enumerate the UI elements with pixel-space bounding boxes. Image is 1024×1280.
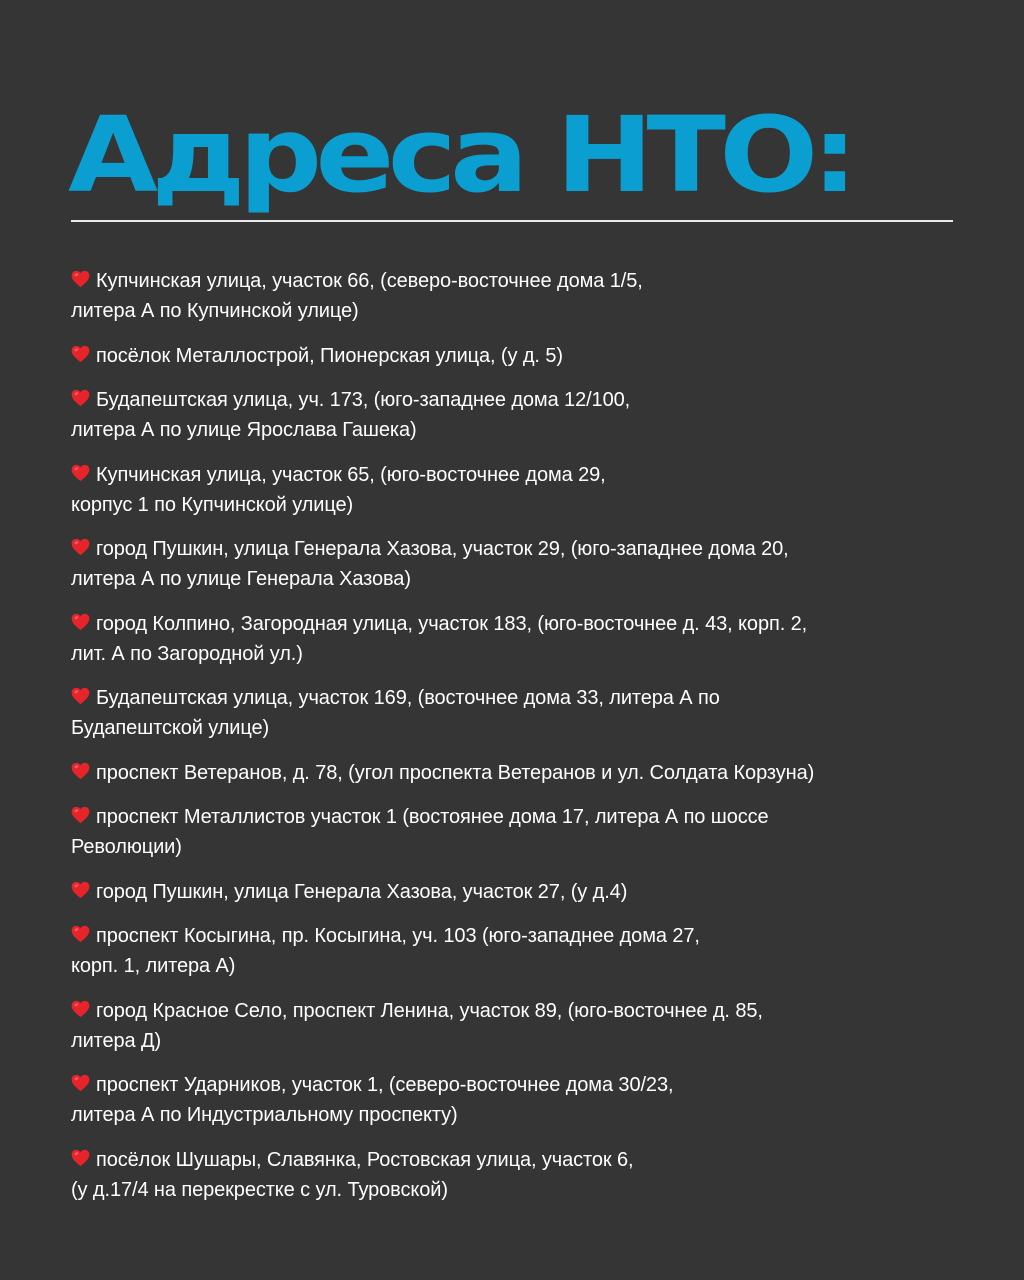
red-heart-icon	[71, 464, 90, 482]
address-item	[71, 534, 951, 594]
address-item	[71, 385, 951, 445]
address-text: посёлок Металлострой, Пионерская улица, (у д. 5)	[96, 344, 563, 367]
address-text: Будапештская улица, участок 169, (восточнее дома 33, литера А по Будапештской улице)	[71, 687, 720, 739]
address-text: город Пушкин, улица Генерала Хазова, участок 27, (у д.4)	[96, 880, 628, 903]
red-heart-icon	[71, 881, 90, 899]
address-item	[71, 921, 951, 981]
address-item	[71, 1145, 951, 1205]
address-text: Купчинская улица, участок 65, (юго-восточнее дома 29, корпус 1 по Купчинской улице)	[71, 463, 606, 516]
address-list	[71, 266, 951, 1219]
red-heart-icon	[71, 687, 90, 705]
address-item	[71, 609, 951, 669]
address-item	[71, 996, 951, 1056]
address-item	[71, 1070, 951, 1130]
address-text: проспект Металлистов участок 1 (востоянее дома 17, литера А по шоссе Революции)	[71, 806, 769, 858]
red-heart-icon	[71, 345, 90, 363]
red-heart-icon	[71, 270, 90, 288]
page-title: Адреса НТО:	[68, 94, 852, 216]
red-heart-icon	[71, 1074, 90, 1092]
address-text: проспект Косыгина, пр. Косыгина, уч. 103 (юго-западнее дома 27, корп. 1, литера А)	[71, 925, 700, 977]
red-heart-icon	[71, 389, 90, 407]
red-heart-icon	[71, 538, 90, 556]
address-text: город Красное Село, проспект Ленина, участок 89, (юго-восточнее д. 85, литера Д)	[71, 999, 763, 1052]
address-text: город Колпино, Загородная улица, участок 183, (юго-восточнее д. 43, корп. 2, лит. А по Загородной ул.)	[71, 612, 808, 665]
address-item	[71, 758, 951, 788]
red-heart-icon	[71, 806, 90, 824]
address-text: Купчинская улица, участок 66, (северо-восточнее дома 1/5, литера А по Купчинской улице)	[71, 270, 643, 322]
red-heart-icon	[71, 613, 90, 631]
address-text: проспект Ударников, участок 1, (северо-восточнее дома 30/23, литера А по Индустриальному проспекту)	[71, 1074, 674, 1126]
address-text: проспект Ветеранов, д. 78, (угол проспекта Ветеранов и ул. Солдата Корзуна)	[96, 761, 815, 784]
red-heart-icon	[71, 762, 90, 780]
red-heart-icon	[71, 925, 90, 943]
address-item	[71, 802, 951, 862]
address-item	[71, 683, 951, 743]
red-heart-icon	[71, 1000, 90, 1018]
address-item	[71, 341, 951, 371]
address-item	[71, 460, 951, 520]
title-divider	[71, 220, 953, 222]
address-text: посёлок Шушары, Славянка, Ростовская улица, участок 6, (у д.17/4 на перекрестке с ул. Туровской)	[71, 1148, 634, 1201]
address-text: Будапештская улица, уч. 173, (юго-западнее дома 12/100, литера А по улице Ярослава Гашека)	[71, 389, 631, 441]
address-text: город Пушкин, улица Генерала Хазова, участок 29, (юго-западнее дома 20, литера А по улице Генерала Хазова)	[71, 538, 789, 590]
red-heart-icon	[71, 1149, 90, 1167]
address-item	[71, 877, 951, 907]
address-item	[71, 266, 951, 326]
